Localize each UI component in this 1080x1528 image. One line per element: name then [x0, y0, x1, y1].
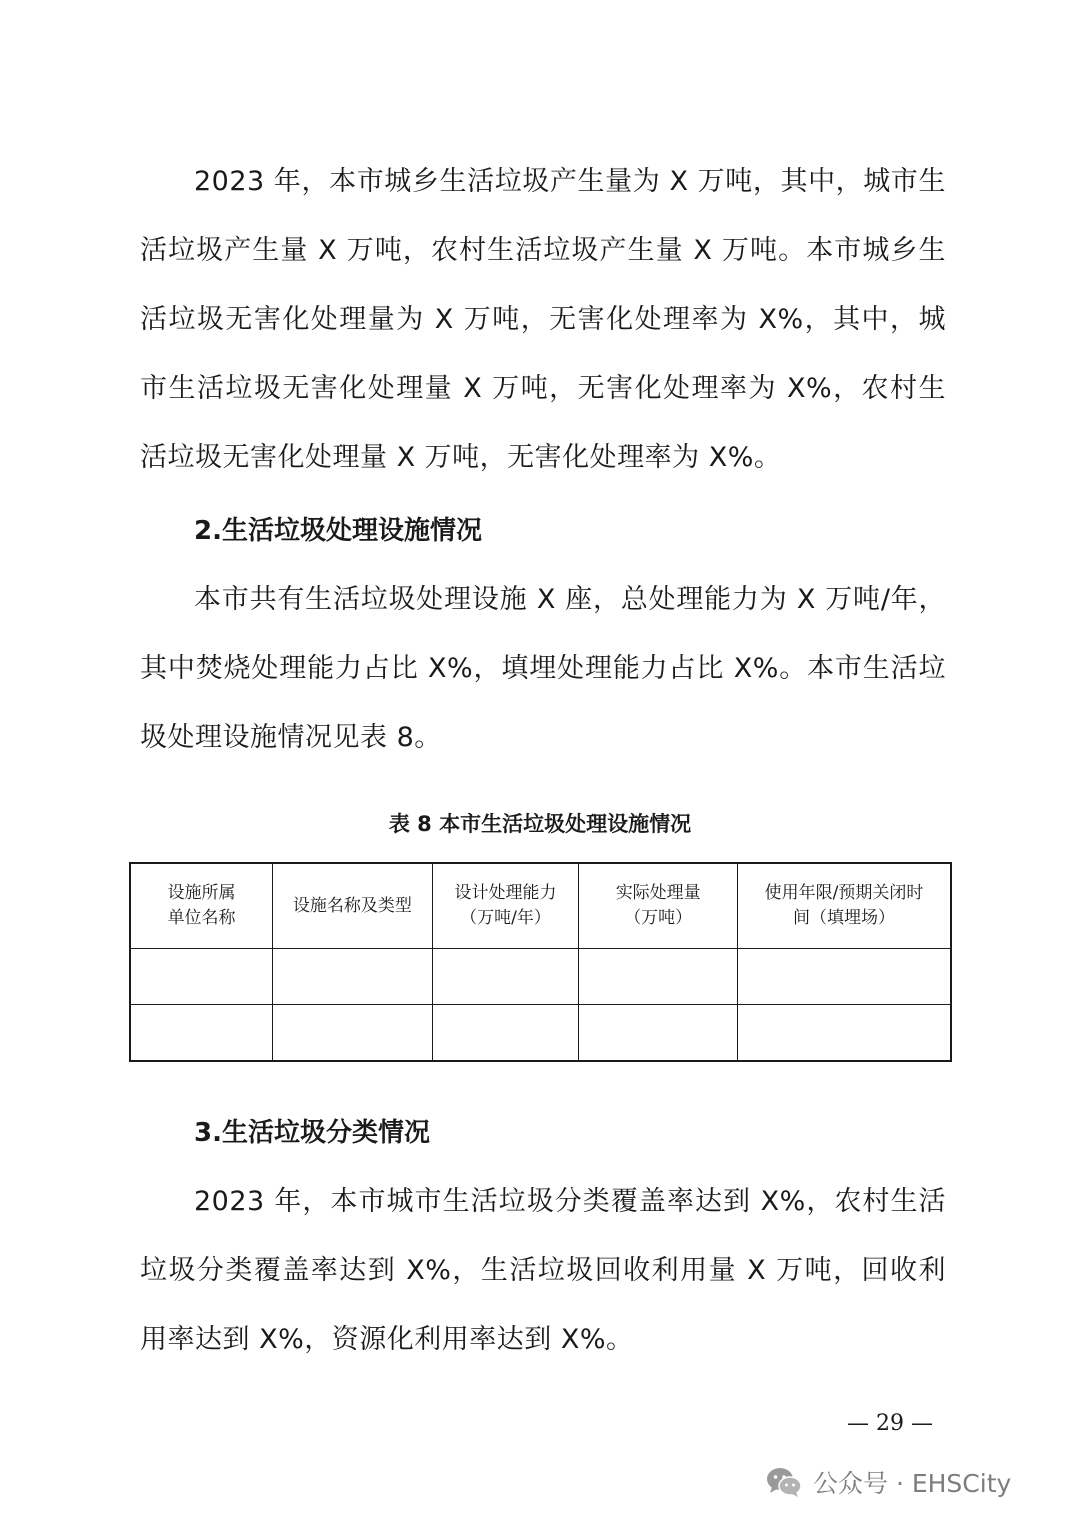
- paragraph-facilities: 本市共有生活垃圾处理设施 X 座，总处理能力为 X 万吨/年，其中焚烧处理能力占比 X%，填埋处理能力占比 X%。本市生活垃圾处理设施情况见表 8。: [140, 584, 946, 753]
- table-cell: [273, 949, 433, 1005]
- header-line: （万吨/年）: [460, 908, 551, 928]
- paragraph-waste-generation: 2023 年，本市城乡生活垃圾产生量为 X 万吨，其中，城市生活垃圾产生量 X 万吨，农村生活垃圾产生量 X 万吨。本市城乡生活垃圾无害化处理量为 X 万吨，无害化处理率为 X%，其中，城市生活垃圾无害化处理量 X 万吨，无害化处理率为 X%，农村生活垃圾无害化处理量 X 万吨，无害化处理率为 X%。: [140, 166, 946, 473]
- watermark-text: 公众号 · EHSCity: [813, 1469, 1012, 1498]
- facilities-table: [129, 862, 952, 1062]
- table-row: [130, 1005, 951, 1062]
- table-caption: 表 8 本市生活垃圾处理设施情况: [388, 812, 692, 836]
- section-heading-classification: 3.生活垃圾分类情况: [194, 1118, 430, 1148]
- table-row: [130, 949, 951, 1005]
- header-line: （万吨）: [624, 908, 693, 928]
- page-number: — 29 —: [847, 1411, 933, 1436]
- table-cell: [579, 1005, 738, 1062]
- header-facility-name-type: [273, 863, 433, 949]
- header-owner-unit: [130, 863, 273, 949]
- table-cell: [579, 949, 738, 1005]
- header-line: 单位名称: [167, 908, 236, 928]
- table-cell: [738, 949, 952, 1005]
- header-line: 设施所属: [167, 883, 236, 903]
- table-cell: [738, 1005, 952, 1062]
- header-line: 使用年限/预期关闭时: [764, 883, 924, 903]
- header-line: 实际处理量: [615, 883, 701, 903]
- section-heading-facilities: 2.生活垃圾处理设施情况: [194, 516, 482, 546]
- header-line: 间（填埋场）: [793, 908, 895, 928]
- table-cell: [130, 1005, 273, 1062]
- header-design-capacity: [432, 863, 579, 949]
- table-cell: [130, 949, 273, 1005]
- wechat-icon: [765, 1465, 803, 1499]
- watermark: [765, 1462, 1011, 1502]
- table-cell: [432, 949, 579, 1005]
- paragraph-classification: 2023 年，本市城市生活垃圾分类覆盖率达到 X%，农村生活垃圾分类覆盖率达到 X%，生活垃圾回收利用量 X 万吨，回收利用率达到 X%，资源化利用率达到 X%。: [140, 1186, 946, 1355]
- table-header-row: [130, 863, 951, 949]
- header-service-life: [738, 863, 952, 949]
- header-actual-volume: [579, 863, 738, 949]
- header-line: 设计处理能力: [454, 883, 557, 903]
- table-cell: [432, 1005, 579, 1062]
- table-cell: [273, 1005, 433, 1062]
- header-line: 设施名称及类型: [292, 895, 412, 916]
